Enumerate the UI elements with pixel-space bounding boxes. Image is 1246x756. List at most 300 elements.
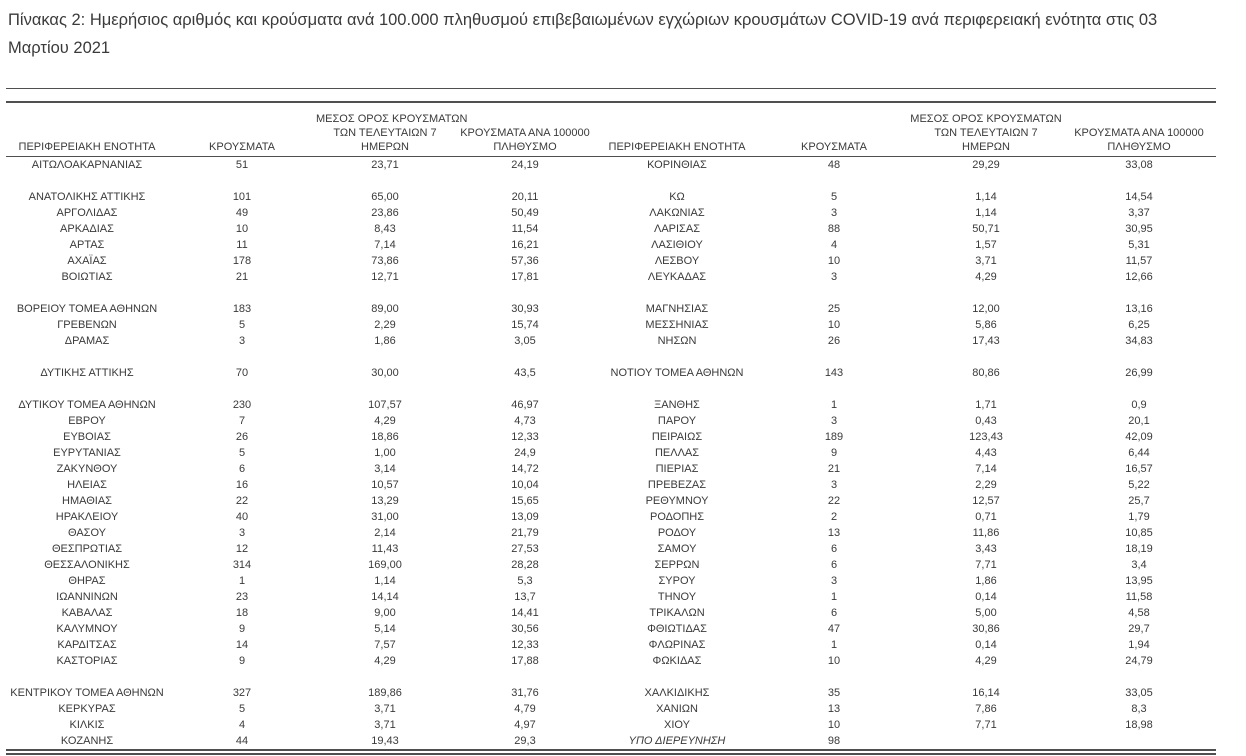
per100k-cell: 13,16 [1125,302,1153,315]
avg7-cell: 4,29 [374,414,396,427]
per100k-cell: 11,54 [511,222,539,235]
table-row [6,717,1216,733]
per100k-cell: 3,4 [1131,558,1147,571]
region-cell: ΦΛΩΡΙΝΑΣ [648,638,706,651]
per100k-cell: 24,9 [514,446,536,459]
per100k-cell: 18,98 [1125,718,1153,731]
header-cases-left: ΚΡΟΥΣΜΑΤΑ [168,103,316,156]
spacer-row [6,381,1216,397]
avg7-cell: 107,57 [368,398,402,411]
region-cell: ΣΕΡΡΩΝ [654,558,700,571]
region-cell: ΑΡΚΑΔΙΑΣ [60,222,114,235]
region-cell: ΡΟΔΟΠΗΣ [649,510,705,523]
spacer-row [6,349,1216,365]
table-row [6,413,1216,429]
header-avg7-left: ΜΕΣΟΣ ΟΡΟΣ ΚΡΟΥΣΜΑΤΩΝ ΤΩΝ ΤΕΛΕΥΤΑΙΩΝ 7 ΗΜΕΡΩΝ [316,103,454,156]
per100k-cell: 15,65 [511,494,539,507]
avg7-cell: 7,14 [374,238,396,251]
per100k-cell: 13,95 [1125,574,1153,587]
avg7-cell: 0,71 [975,510,997,523]
per100k-cell: 5,3 [517,574,533,587]
avg7-cell: 3,71 [975,254,997,267]
cases-cell: 6 [830,606,838,619]
cases-cell: 47 [827,622,841,635]
cases-cell: 3 [830,206,838,219]
header-region-left: ΠΕΡΙΦΕΡΕΙΑΚΗ ΕΝΟΤΗΤΑ [6,103,168,156]
region-cell: ΑΧΑΪΑΣ [67,254,107,267]
cases-cell: 35 [827,686,841,699]
region-cell: ΒΟΙΩΤΙΑΣ [61,270,113,283]
avg7-cell: 31,00 [371,510,399,523]
cases-cell: 3 [830,574,838,587]
avg7-cell: 13,29 [371,494,399,507]
region-cell: ΙΩΑΝΝΙΝΩΝ [56,590,118,603]
avg7-cell: 169,00 [368,558,402,571]
region-cell: ΜΕΣΣΗΝΙΑΣ [645,318,709,331]
per100k-cell: 1,94 [1128,638,1150,651]
header-region-right: ΠΕΡΙΦΕΡΕΙΑΚΗ ΕΝΟΤΗΤΑ [596,103,758,156]
cases-cell: 10 [827,654,841,667]
region-cell: ΑΙΤΩΛΟΑΚΑΡΝΑΝΙΑΣ [31,158,143,171]
region-cell: ΞΑΝΘΗΣ [654,398,700,411]
avg7-cell: 14,14 [371,590,399,603]
avg7-cell: 29,29 [972,158,1000,171]
region-cell: ΖΑΚΥΝΘΟΥ [56,462,118,475]
spacer-cell [6,381,1216,397]
region-cell: ΑΡΓΟΛΙΔΑΣ [56,206,118,219]
region-cell: ΠΑΡΟΥ [657,414,697,427]
per100k-cell: 20,1 [1128,414,1150,427]
cases-cell: 1 [238,574,246,587]
per100k-cell: 34,83 [1125,334,1153,347]
cases-cell: 9 [238,622,246,635]
table-row [6,621,1216,637]
region-cell: ΕΥΡΥΤΑΝΙΑΣ [53,446,121,459]
per100k-cell: 11,58 [1125,590,1153,603]
per100k-cell: 33,05 [1125,686,1153,699]
per100k-cell: 50,49 [511,206,539,219]
per100k-cell: 46,97 [511,398,539,411]
per100k-cell: 14,72 [511,462,539,475]
avg7-cell: 10,57 [371,478,399,491]
per100k-cell: 8,3 [1131,702,1147,715]
avg7-cell: 0,14 [975,590,997,603]
cases-cell: 10 [827,318,841,331]
per100k-cell: 12,66 [1125,270,1153,283]
avg7-cell: 16,14 [972,686,1000,699]
table-row [6,301,1216,317]
region-cell: ΡΕΘΥΜΝΟΥ [645,494,709,507]
region-cell: ΘΑΣΟΥ [67,526,107,539]
table-row [6,221,1216,237]
region-cell: ΚΩ [669,190,685,203]
cases-cell: 26 [827,334,841,347]
region-cell: ΚΟΡΙΝΘΙΑΣ [647,158,707,171]
table-body [6,156,1216,749]
per100k-cell: 42,09 [1125,430,1153,443]
spacer-row [6,285,1216,301]
avg7-cell: 0,43 [975,414,997,427]
cases-cell: 4 [238,718,246,731]
avg7-cell: 2,29 [975,478,997,491]
table-row [6,237,1216,253]
regional-data-table [6,103,1216,749]
avg7-cell: 7,71 [975,718,997,731]
region-cell: ΚΕΝΤΡΙΚΟΥ ΤΟΜΕΑ ΑΘΗΝΩΝ [10,686,164,699]
cases-cell: 143 [824,366,844,379]
cases-cell: 5 [238,702,246,715]
cases-cell: 16 [235,478,249,491]
cases-cell: 14 [235,638,249,651]
avg7-cell: 189,86 [368,686,402,699]
region-cell: ΛΕΥΚΑΔΑΣ [647,270,707,283]
bottom-double-rule [6,749,1216,755]
avg7-cell: 9,00 [374,606,396,619]
spacer-row [6,669,1216,685]
avg7-cell: 11,43 [371,542,399,555]
cases-cell: 1 [830,590,838,603]
per100k-cell: 4,79 [514,702,536,715]
cases-cell: 230 [232,398,252,411]
region-cell: ΡΟΔΟΥ [657,526,697,539]
region-cell: ΓΡΕΒΕΝΩΝ [57,318,117,331]
per100k-cell: 57,36 [511,254,539,267]
avg7-cell: 5,86 [975,318,997,331]
cases-cell: 26 [235,430,249,443]
cases-cell: 11 [236,238,248,251]
per100k-cell: 24,79 [1125,654,1153,667]
cases-cell: 18 [235,606,249,619]
region-cell: ΣΥΡΟΥ [658,574,696,587]
per100k-cell: 15,74 [511,318,539,331]
avg7-cell: 11,86 [972,526,1000,539]
region-cell: ΧΑΝΙΩΝ [656,702,698,715]
region-cell: ΚΑΛΥΜΝΟΥ [56,622,118,635]
per100k-cell: 0,9 [1131,398,1147,411]
region-cell: ΝΟΤΙΟΥ ΤΟΜΕΑ ΑΘΗΝΩΝ [610,366,744,379]
table-row [6,253,1216,269]
avg7-cell: 4,29 [975,654,997,667]
per100k-cell: 10,04 [511,478,539,491]
table-row [6,477,1216,493]
per100k-cell: 25,7 [1128,494,1150,507]
cases-cell: 1 [830,638,838,651]
cases-cell: 10 [827,254,841,267]
region-cell: ΚΟΖΑΝΗΣ [60,734,114,747]
cases-cell: 3 [830,270,838,283]
region-cell: ΚΑΣΤΟΡΙΑΣ [56,654,118,667]
per100k-cell: 4,73 [514,414,536,427]
header-cases-right: ΚΡΟΥΣΜΑΤΑ [758,103,910,156]
table-row [6,493,1216,509]
avg7-cell: 50,71 [972,222,1000,235]
cases-cell: 6 [830,542,838,555]
cases-cell: 183 [232,302,252,315]
cases-cell: 51 [235,158,249,171]
covid-cases-table [6,88,1216,755]
header-per100k-right: ΚΡΟΥΣΜΑΤΑ ΑΝΑ 100000 ΠΛΗΘΥΣΜΟ [1062,103,1216,156]
cases-cell: 6 [830,558,838,571]
avg7-cell: 30,00 [371,366,399,379]
per100k-cell: 3,05 [514,334,536,347]
avg7-cell: 89,00 [371,302,399,315]
avg7-cell: 7,57 [374,638,396,651]
per100k-cell: 5,22 [1128,478,1150,491]
per100k-cell: 6,44 [1128,446,1150,459]
avg7-cell: 123,43 [969,430,1003,443]
region-cell: ΧΙΟΥ [664,718,690,731]
table-row [6,365,1216,381]
table-row [6,445,1216,461]
per100k-cell: 20,11 [511,190,539,203]
cases-cell: 9 [238,654,246,667]
region-cell: ΠΡΕΒΕΖΑΣ [647,478,707,491]
region-cell: ΣΑΜΟΥ [657,542,697,555]
table-row [6,525,1216,541]
spacer-cell [6,173,1216,189]
cases-cell: 3 [238,334,246,347]
region-cell: ΑΝΑΤΟΛΙΚΗΣ ΑΤΤΙΚΗΣ [28,190,146,203]
cases-cell: 3 [830,414,838,427]
avg7-cell: 18,86 [371,430,399,443]
per100k-cell: 16,57 [1125,462,1153,475]
per100k-cell: 10,85 [1125,526,1153,539]
cases-cell: 21 [827,462,841,475]
cases-cell: 4 [830,238,838,251]
cases-cell: 2 [830,510,838,523]
avg7-cell: 12,57 [972,494,1000,507]
header-avg7-right: ΜΕΣΟΣ ΟΡΟΣ ΚΡΟΥΣΜΑΤΩΝ ΤΩΝ ΤΕΛΕΥΤΑΙΩΝ 7 ΗΜΕΡΩΝ [910,103,1062,156]
table-row [6,461,1216,477]
per100k-cell: 26,99 [1125,366,1153,379]
region-cell: ΧΑΛΚΙΔΙΚΗΣ [644,686,710,699]
region-cell: ΘΗΡΑΣ [68,574,106,587]
cases-cell: 3 [238,526,246,539]
cases-cell: 13 [827,702,841,715]
table-row [6,317,1216,333]
table-row [6,701,1216,717]
avg7-cell: 0,14 [975,638,997,651]
avg7-cell: 7,14 [975,462,997,475]
per100k-cell: 13,09 [511,510,539,523]
cases-cell: 6 [238,462,246,475]
avg7-cell: 8,43 [374,222,396,235]
table-row [6,637,1216,653]
cases-cell: 13 [827,526,841,539]
table-row [6,429,1216,445]
top-rule-thin [6,88,1216,101]
region-cell: ΥΠΟ ΔΙΕΡΕΥΝΗΣΗ [628,734,726,747]
per100k-cell: 30,95 [1125,222,1153,235]
per100k-cell: 43,5 [514,366,536,379]
cases-cell: 23 [235,590,249,603]
region-cell: ΛΑΚΩΝΙΑΣ [649,206,705,219]
table-row [6,509,1216,525]
per100k-cell [1062,733,1216,749]
region-cell: ΕΒΡΟΥ [68,414,106,427]
per100k-cell: 17,88 [511,654,539,667]
avg7-cell: 3,71 [374,718,396,731]
avg7-cell: 3,14 [374,462,396,475]
per100k-cell: 14,41 [511,606,539,619]
cases-cell: 327 [232,686,252,699]
table-row [6,541,1216,557]
per100k-cell: 5,31 [1128,238,1150,251]
region-cell: ΠΕΙΡΑΙΩΣ [651,430,703,443]
region-cell: ΘΕΣΣΑΛΟΝΙΚΗΣ [44,558,130,571]
avg7-cell: 12,71 [371,270,399,283]
table-row [6,589,1216,605]
avg7-cell: 80,86 [972,366,1000,379]
avg7-cell: 1,71 [975,398,997,411]
table-row [6,685,1216,701]
header-per100k-left: ΚΡΟΥΣΜΑΤΑ ΑΝΑ 100000 ΠΛΗΘΥΣΜΟ [454,103,596,156]
avg7-cell: 4,29 [975,270,997,283]
region-cell: ΑΡΤΑΣ [69,238,105,251]
table-row [6,156,1216,173]
region-cell: ΛΑΡΙΣΑΣ [653,222,700,235]
region-cell: ΛΑΣΙΘΙΟΥ [651,238,703,251]
cases-cell: 12 [235,542,249,555]
per100k-cell: 30,56 [511,622,539,635]
avg7-cell: 3,71 [374,702,396,715]
spacer-row [6,173,1216,189]
per100k-cell: 27,53 [511,542,539,555]
region-cell: ΕΥΒΟΙΑΣ [63,430,111,443]
avg7-cell: 12,00 [972,302,1000,315]
region-cell: ΔΡΑΜΑΣ [64,334,110,347]
region-cell: ΜΑΓΝΗΣΙΑΣ [645,302,709,315]
cases-cell: 10 [827,718,841,731]
avg7-cell: 30,86 [972,622,1000,635]
table-row [6,333,1216,349]
region-cell: ΤΡΙΚΑΛΩΝ [649,606,705,619]
cases-cell: 5 [830,190,838,203]
per100k-cell: 12,33 [511,430,539,443]
avg7-cell: 1,00 [374,446,396,459]
table-row [6,557,1216,573]
per100k-cell: 21,79 [511,526,539,539]
table-row [6,397,1216,413]
per100k-cell: 18,19 [1125,542,1153,555]
avg7-cell: 1,57 [975,238,997,251]
region-cell: ΚΑΡΔΙΤΣΑΣ [57,638,117,651]
per100k-cell: 4,97 [514,718,536,731]
cases-cell: 25 [827,302,841,315]
cases-cell: 9 [830,446,838,459]
avg7-cell: 73,86 [371,254,399,267]
cases-cell: 70 [235,366,249,379]
cases-cell: 88 [827,222,841,235]
per100k-cell: 3,37 [1128,206,1150,219]
avg7-cell: 1,14 [975,190,997,203]
region-cell: ΦΩΚΙΔΑΣ [652,654,702,667]
avg7-cell: 1,86 [975,574,997,587]
avg7-cell: 23,71 [371,158,399,171]
table-row [6,189,1216,205]
avg7-cell: 1,14 [374,574,396,587]
avg7-cell: 4,43 [975,446,997,459]
cases-cell: 314 [232,558,252,571]
region-cell: ΠΙΕΡΙΑΣ [655,462,699,475]
table-caption: Πίνακας 2: Ημερήσιος αριθμός και κρούσματα ανά 100.000 πληθυσμού επιβεβαιωμένων εγχώριων κρουσμάτων COVID-19 ανά περιφερειακή ενότητα στις 03 Μαρτίου 2021 [8,11,1158,57]
cases-cell: 189 [824,430,844,443]
cases-cell: 98 [827,734,841,747]
region-cell: ΚΙΛΚΙΣ [69,718,105,731]
avg7-cell [910,733,1062,749]
avg7-cell: 19,43 [371,734,399,747]
spacer-cell [6,669,1216,685]
per100k-cell: 4,58 [1128,606,1150,619]
per100k-cell: 13,7 [514,590,536,603]
cases-cell: 178 [232,254,252,267]
avg7-cell: 5,14 [374,622,396,635]
avg7-cell: 1,14 [975,206,997,219]
region-cell: ΠΕΛΛΑΣ [654,446,700,459]
per100k-cell: 11,57 [1125,254,1153,267]
region-cell: ΔΥΤΙΚΗΣ ΑΤΤΙΚΗΣ [40,366,134,379]
avg7-cell: 5,00 [975,606,997,619]
per100k-cell: 33,08 [1125,158,1153,171]
spacer-cell [6,285,1216,301]
cases-cell: 22 [827,494,841,507]
per100k-cell: 16,21 [511,238,539,251]
table-row [6,573,1216,589]
cases-cell: 1 [830,398,838,411]
spacer-cell [6,349,1216,365]
per100k-cell: 24,19 [511,158,539,171]
cases-cell: 44 [235,734,249,747]
cases-cell: 48 [827,158,841,171]
cases-cell: 5 [238,446,246,459]
per100k-cell: 14,54 [1125,190,1153,203]
avg7-cell: 23,86 [371,206,399,219]
avg7-cell: 1,86 [374,334,396,347]
avg7-cell: 3,43 [975,542,997,555]
region-cell: ΦΘΙΩΤΙΔΑΣ [647,622,707,635]
table-row [6,205,1216,221]
avg7-cell: 4,29 [374,654,396,667]
cases-cell: 101 [232,190,252,203]
cases-cell: 22 [235,494,249,507]
region-cell: ΝΗΣΩΝ [657,334,697,347]
table-header [6,103,1216,156]
table-row [6,269,1216,285]
table-row [6,605,1216,621]
avg7-cell: 7,86 [975,702,997,715]
region-cell: ΗΡΑΚΛΕΙΟΥ [55,510,119,523]
region-cell: ΒΟΡΕΙΟΥ ΤΟΜΕΑ ΑΘΗΝΩΝ [16,302,158,315]
cases-cell: 5 [238,318,246,331]
region-cell: ΔΥΤΙΚΟΥ ΤΟΜΕΑ ΑΘΗΝΩΝ [18,398,156,411]
region-cell: ΚΑΒΑΛΑΣ [61,606,113,619]
cases-cell: 49 [235,206,249,219]
cases-cell: 7 [238,414,246,427]
region-cell: ΘΕΣΠΡΩΤΙΑΣ [51,542,123,555]
cases-cell: 10 [235,222,249,235]
avg7-cell: 2,14 [374,526,396,539]
avg7-cell: 17,43 [972,334,1000,347]
per100k-cell: 28,28 [511,558,539,571]
per100k-cell: 1,79 [1128,510,1150,523]
table-row [6,653,1216,669]
cases-cell: 3 [830,478,838,491]
avg7-cell: 7,71 [975,558,997,571]
cases-cell: 21 [235,270,249,283]
per100k-cell: 29,7 [1128,622,1150,635]
per100k-cell: 30,93 [511,302,539,315]
avg7-cell: 2,29 [374,318,396,331]
